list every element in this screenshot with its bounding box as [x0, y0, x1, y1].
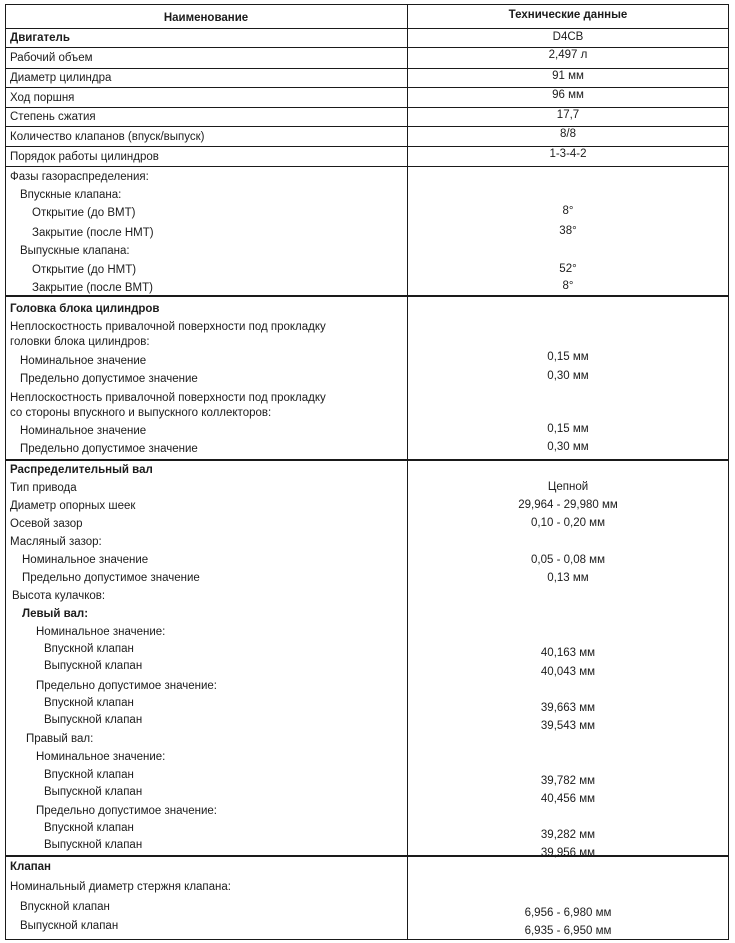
exhaust-valve-value: 39,956 мм — [540, 847, 596, 859]
oil-clearance-label: Масляный зазор: — [10, 536, 102, 548]
spec-table — [5, 4, 729, 940]
intake-valve-value: 40,163 мм — [540, 647, 596, 659]
timing-title: Фазы газораспределения: — [10, 171, 149, 183]
row-rule — [6, 47, 728, 48]
left-shaft-label: Левый вал: — [22, 608, 89, 620]
row-rule — [6, 166, 728, 167]
nominal-label: Номинальное значение: — [36, 751, 166, 763]
journal-value: 29,964 - 29,980 мм — [518, 499, 618, 511]
exhaust-open-value: 52° — [559, 263, 577, 275]
nominal-label: Номинальное значение: — [36, 626, 166, 638]
limit-value: 0,30 мм — [547, 370, 589, 382]
row-value: 91 мм — [552, 70, 584, 82]
limit-value: 0,30 мм — [547, 441, 589, 453]
exhaust-valve-label: Выпускной клапан — [20, 920, 119, 932]
row-rule — [6, 107, 728, 108]
exhaust-valve-value: 6,935 - 6,950 мм — [524, 925, 612, 937]
intake-open-value: 8° — [562, 205, 574, 217]
header-rule — [6, 28, 728, 29]
exhaust-close-label: Закрытие (после ВМТ) — [32, 282, 153, 294]
row-name: Диаметр цилиндра — [10, 72, 112, 84]
axial-label: Осевой зазор — [10, 518, 83, 530]
row-rule — [6, 146, 728, 147]
exhaust-valve-label: Выпускной клапан — [44, 786, 143, 798]
engine-title: Двигатель — [10, 32, 70, 44]
exhaust-close-value: 8° — [562, 280, 574, 292]
nominal-value: 0,15 мм — [547, 351, 589, 363]
intake-valve-label: Впускной клапан — [20, 901, 110, 913]
intake-valve-label: Впускной клапан — [44, 822, 134, 834]
intake-valve-label: Впускной клапан — [44, 643, 134, 655]
row-name: Количество клапанов (впуск/выпуск) — [10, 131, 205, 143]
nominal-label: Номинальное значение — [22, 554, 149, 566]
valve-stem-label: Номинальный диаметр стержня клапана: — [10, 881, 231, 893]
row-value: 1-3-4-2 — [549, 148, 587, 160]
row-name: Ход поршня — [10, 92, 75, 104]
valve-title: Клапан — [10, 861, 52, 873]
limit-label: Предельно допустимое значение — [20, 373, 198, 385]
row-name: Степень сжатия — [10, 111, 96, 123]
row-name: Порядок работы цилиндров — [10, 151, 159, 163]
exhaust-valve-label: Выпускной клапан — [44, 714, 143, 726]
exhaust-valve-value: 40,456 мм — [540, 793, 596, 805]
exhaust-valves-title: Выпускные клапана: — [20, 245, 130, 257]
intake-valve-value: 39,663 мм — [540, 702, 596, 714]
camshaft-title: Распределительный вал — [10, 464, 153, 476]
intake-close-value: 38° — [559, 225, 577, 237]
head-flatness2-line1: Неплоскостность привалочной поверхности под прокладку — [10, 392, 326, 404]
row-value: 2,497 л — [548, 49, 588, 61]
exhaust-valve-value: 39,543 мм — [540, 720, 596, 732]
section-rule — [6, 459, 728, 461]
row-value: 8/8 — [560, 128, 576, 140]
limit-label: Предельно допустимое значение: — [36, 805, 217, 817]
exhaust-open-label: Открытие (до НМТ) — [32, 264, 137, 276]
limit-value: 0,13 мм — [547, 572, 589, 584]
row-name: Рабочий объем — [10, 52, 93, 64]
intake-valve-label: Впускной клапан — [44, 697, 134, 709]
head-flatness2-line2: со стороны впускного и выпускного коллекторов: — [10, 407, 272, 419]
drive-value: Цепной — [547, 481, 589, 493]
exhaust-valve-label: Выпускной клапан — [44, 839, 143, 851]
row-rule — [6, 126, 728, 127]
exhaust-valve-value: 40,043 мм — [540, 666, 596, 678]
row-value: 17,7 — [556, 109, 580, 121]
row-value: 96 мм — [552, 89, 584, 101]
exhaust-valve-label: Выпускной клапан — [44, 660, 143, 672]
limit-label: Предельно допустимое значение: — [36, 680, 217, 692]
intake-valve-value: 6,956 - 6,980 мм — [524, 907, 612, 919]
intake-valve-label: Впускной клапан — [44, 769, 134, 781]
section-rule — [6, 295, 728, 297]
intake-valves-title: Впускные клапана: — [20, 189, 122, 201]
intake-open-label: Открытие (до ВМТ) — [32, 207, 136, 219]
nominal-value: 0,05 - 0,08 мм — [531, 554, 605, 566]
intake-valve-value: 39,782 мм — [540, 775, 596, 787]
axial-value: 0,10 - 0,20 мм — [531, 517, 605, 529]
nominal-label: Номинальное значение — [20, 425, 147, 437]
lobe-height-label: Высота кулачков: — [12, 590, 106, 602]
header-name: Наименование — [163, 12, 249, 24]
engine-model: D4CB — [552, 31, 584, 43]
drive-label: Тип привода — [10, 482, 77, 494]
limit-label: Предельно допустимое значение — [22, 572, 200, 584]
intake-valve-value: 39,282 мм — [540, 829, 596, 841]
journal-label: Диаметр опорных шеек — [10, 500, 136, 512]
intake-close-label: Закрытие (после НМТ) — [32, 227, 154, 239]
head-flatness1-line1: Неплоскостность привалочной поверхности под прокладку — [10, 321, 326, 333]
head-title: Головка блока цилиндров — [10, 303, 160, 315]
row-rule — [6, 87, 728, 88]
limit-label: Предельно допустимое значение — [20, 443, 198, 455]
right-shaft-label: Правый вал: — [26, 733, 94, 745]
nominal-label: Номинальное значение — [20, 355, 147, 367]
head-flatness1-line2: головки блока цилиндров: — [10, 336, 150, 348]
nominal-value: 0,15 мм — [547, 423, 589, 435]
row-rule — [6, 68, 728, 69]
header-value: Технические данные — [508, 9, 628, 21]
